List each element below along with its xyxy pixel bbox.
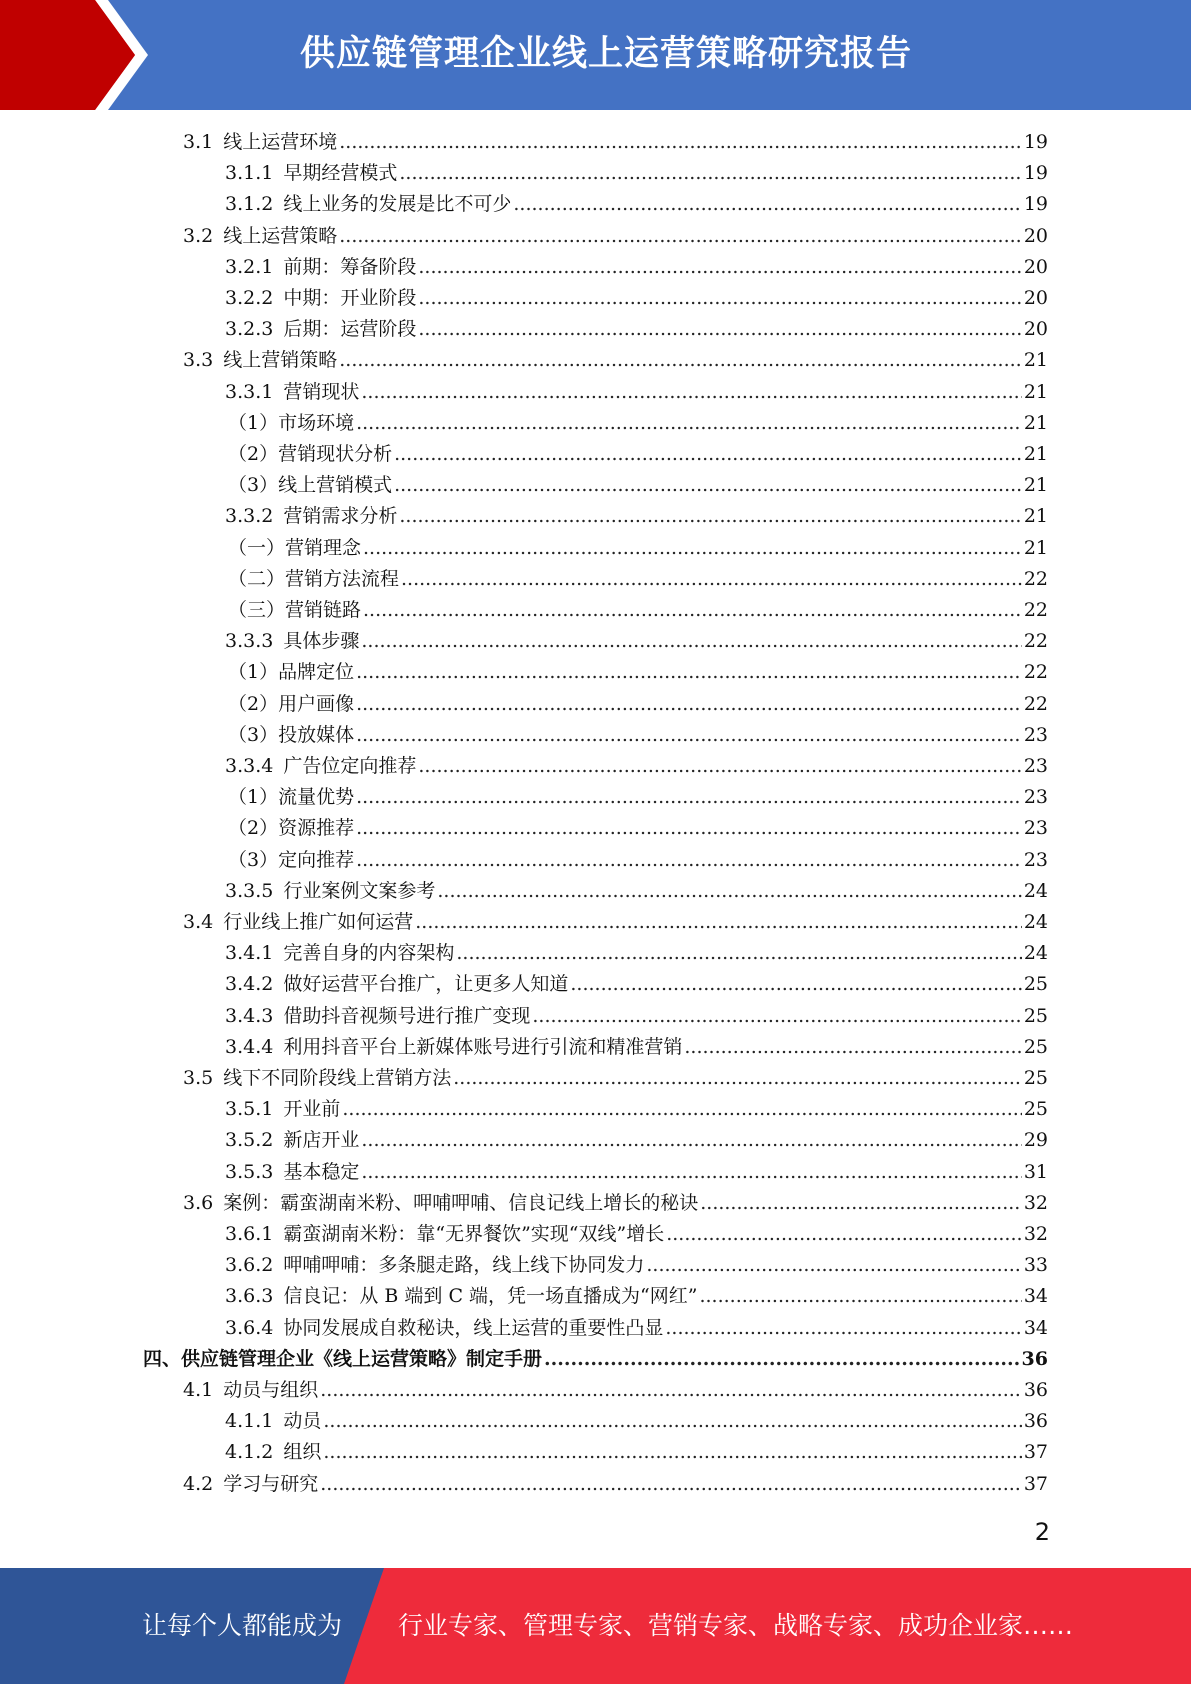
toc-entry[interactable] [225, 1157, 1048, 1188]
toc-entry[interactable] [225, 938, 1048, 969]
toc-entry[interactable] [225, 1437, 1048, 1468]
toc-entry-title: 学习与研究 [223, 1472, 319, 1495]
toc-dot-leader [356, 408, 1022, 439]
toc-entry-page: 25 [1023, 1098, 1048, 1121]
toc-entry[interactable] [228, 657, 1048, 688]
toc-dot-leader [363, 533, 1022, 564]
toc-dot-leader [356, 689, 1022, 720]
toc-entry-title: （1）市场环境 [228, 411, 355, 434]
toc-dot-leader [339, 221, 1022, 252]
toc-dot-leader [323, 1406, 1021, 1437]
toc-entry[interactable] [228, 813, 1048, 844]
toc-entry-title: 新店开业 [283, 1129, 360, 1152]
toc-dot-leader [339, 345, 1022, 376]
toc-entry-number: 3.5 [183, 1067, 214, 1089]
toc-dot-leader [399, 501, 1021, 532]
toc-entry[interactable] [225, 1250, 1048, 1281]
toc-entry-title: 四、供应链管理企业《线上运营策略》制定手册 [143, 1347, 543, 1370]
toc-entry-page: 36 [1021, 1347, 1048, 1370]
toc-entry[interactable] [183, 1469, 1048, 1500]
toc-entry[interactable] [225, 1125, 1048, 1156]
toc-entry[interactable] [228, 720, 1048, 751]
toc-entry-title: （三）营销链路 [228, 599, 362, 621]
toc-entry-number: 3.4.4 [225, 1035, 274, 1058]
toc-entry-page: 21 [1023, 443, 1048, 465]
toc-entry-title: 动员 [283, 1410, 322, 1433]
toc-dot-leader [532, 1001, 1021, 1032]
toc-entry-title: 信良记：从 B 端到 C 端，凭一场直播成为“网红” [283, 1285, 698, 1308]
footer-slogan-right: 行业专家、管理专家、营销专家、战略专家、成功企业家…… [398, 1611, 1074, 1640]
toc-entry-page: 21 [1023, 474, 1048, 497]
toc-entry-page: 25 [1023, 973, 1048, 996]
toc-entry-number: 3.6.2 [225, 1254, 274, 1277]
toc-entry-title: （1）品牌定位 [228, 661, 355, 684]
toc-entry-number: 3.1.2 [225, 193, 274, 216]
report-title: 供应链管理企业线上运营策略研究报告 [300, 34, 913, 74]
toc-entry[interactable] [183, 345, 1048, 376]
toc-entry-number: 4.1 [183, 1379, 214, 1401]
toc-entry[interactable] [228, 595, 1048, 626]
chevron-arrow-icon [0, 0, 160, 110]
toc-dot-leader [320, 1375, 1022, 1406]
toc-entry-number: 3.3.1 [225, 380, 274, 403]
toc-entry-page: 23 [1023, 786, 1048, 809]
toc-entry-page: 25 [1023, 1004, 1048, 1027]
toc-dot-leader [356, 845, 1022, 876]
toc-entry[interactable] [183, 907, 1048, 938]
toc-dot-leader [513, 189, 1021, 220]
toc-entry[interactable] [225, 1094, 1048, 1125]
toc-entry-number: 3.3.2 [225, 505, 274, 528]
toc-dot-leader [418, 751, 1021, 782]
toc-entry-number: 4.1.1 [225, 1410, 274, 1433]
toc-entry-number: 3.6.4 [225, 1316, 274, 1339]
toc-entry-title: （3）定向推荐 [228, 848, 355, 871]
toc-entry[interactable] [228, 782, 1048, 813]
toc-entry-title: 行业案例文案参考 [283, 879, 436, 902]
toc-entry-title: 后期：运营阶段 [283, 318, 417, 341]
toc-entry-title: 线上营销策略 [223, 349, 338, 372]
toc-dot-leader [418, 314, 1021, 345]
toc-entry-page: 24 [1023, 879, 1048, 902]
toc-entry[interactable] [225, 189, 1048, 220]
toc-entry-page: 37 [1023, 1472, 1048, 1495]
toc-entry-title: （2）资源推荐 [228, 817, 355, 840]
toc-entry-page: 33 [1023, 1254, 1048, 1277]
toc-entry-page: 23 [1023, 848, 1048, 871]
toc-entry-page: 23 [1023, 817, 1048, 840]
toc-entry-page: 21 [1023, 380, 1048, 403]
toc-entry-page: 34 [1023, 1316, 1048, 1339]
toc-dot-leader [415, 907, 1022, 938]
toc-entry[interactable] [183, 127, 1048, 158]
toc-entry-title: 利用抖音平台上新媒体账号进行引流和精准营销 [283, 1035, 683, 1058]
toc-entry-title: 完善自身的内容架构 [283, 942, 455, 965]
toc-entry-page: 21 [1023, 505, 1048, 528]
toc-entry-title: 基本稳定 [283, 1160, 360, 1183]
toc-entry-title: 早期经营模式 [283, 162, 398, 185]
toc-dot-leader [684, 1032, 1021, 1063]
toc-entry[interactable] [225, 314, 1048, 345]
toc-entry-title: 动员与组织 [223, 1379, 319, 1401]
toc-entry-title: （1）流量优势 [228, 786, 355, 809]
toc-entry-title: 具体步骤 [283, 630, 360, 653]
toc-entry[interactable] [225, 1001, 1048, 1032]
toc-dot-leader [646, 1250, 1021, 1281]
toc-entry-title: （2）用户画像 [228, 692, 355, 715]
toc-entry-page: 21 [1023, 349, 1048, 372]
toc-dot-leader [700, 1188, 1022, 1219]
toc-dot-leader [699, 1281, 1021, 1312]
toc-dot-leader [394, 470, 1022, 501]
toc-entry-page: 29 [1023, 1129, 1048, 1152]
toc-entry-title: （3）投放媒体 [228, 723, 355, 746]
toc-dot-leader [418, 252, 1021, 283]
toc-dot-leader [363, 595, 1022, 626]
footer-slogan-left: 让每个人都能成为 [142, 1611, 343, 1640]
toc-dot-leader [361, 1157, 1021, 1188]
toc-dot-leader [666, 1219, 1022, 1250]
toc-entry-page: 31 [1023, 1160, 1048, 1183]
toc-entry-number: 3.4.2 [225, 973, 274, 996]
toc-entry-title: 线上业务的发展是比不可少 [283, 193, 512, 216]
toc-entry-title: 霸蛮湖南米粉：靠“无界餐饮”实现“双线”增长 [283, 1223, 665, 1245]
toc-entry-number: 3.6 [183, 1191, 214, 1214]
toc-entry-title: 开业前 [283, 1098, 341, 1121]
toc-entry-page: 34 [1023, 1285, 1048, 1308]
toc-entry-number: 3.1.1 [225, 162, 274, 185]
toc-dot-leader [665, 1313, 1021, 1344]
toc-entry-page: 20 [1023, 318, 1048, 341]
toc-entry-page: 37 [1023, 1441, 1048, 1464]
toc-entry-number: 3.1 [183, 131, 214, 153]
toc-entry-page: 25 [1023, 1035, 1048, 1058]
toc-entry-number: 3.2.2 [225, 287, 274, 309]
toc-entry-number: 3.3 [183, 349, 214, 372]
toc-entry-title: 线上运营策略 [223, 224, 338, 247]
toc-entry[interactable] [183, 221, 1048, 252]
toc-entry-page: 25 [1023, 1067, 1048, 1089]
toc-entry[interactable] [225, 158, 1048, 189]
toc-entry-page: 22 [1023, 692, 1048, 715]
toc-entry[interactable] [225, 751, 1048, 782]
toc-entry[interactable] [228, 689, 1048, 720]
toc-dot-leader [361, 626, 1021, 657]
toc-entry-page: 23 [1023, 723, 1048, 746]
toc-dot-leader [356, 813, 1022, 844]
toc-entry[interactable] [225, 626, 1048, 657]
toc-dot-leader [456, 938, 1021, 969]
toc-entry[interactable] [225, 501, 1048, 532]
toc-entry-page: 19 [1023, 131, 1048, 153]
toc-entry-number: 3.2 [183, 224, 214, 247]
toc-entry[interactable] [143, 1344, 1048, 1375]
toc-dot-leader [342, 1094, 1021, 1125]
toc-entry[interactable] [228, 533, 1048, 564]
toc-entry-page: 20 [1023, 287, 1048, 309]
toc-entry-number: 3.5.3 [225, 1160, 274, 1183]
toc-dot-leader [544, 1344, 1020, 1375]
toc-entry[interactable] [228, 439, 1048, 470]
toc-entry-title: 前期：筹备阶段 [283, 255, 417, 278]
toc-entry-page: 23 [1023, 755, 1048, 777]
toc-entry[interactable] [228, 408, 1048, 439]
toc-entry-page: 32 [1023, 1223, 1048, 1245]
toc-entry-number: 3.3.4 [225, 755, 274, 777]
toc-entry-number: 3.6.1 [225, 1223, 274, 1245]
header-banner [0, 0, 1191, 110]
toc-entry-title: 营销现状 [283, 380, 360, 403]
toc-entry-title: 线下不同阶段线上营销方法 [223, 1067, 452, 1089]
toc-entry[interactable] [225, 1032, 1048, 1063]
toc-entry[interactable] [228, 845, 1048, 876]
footer-banner [0, 1568, 1191, 1684]
toc-entry-page: 21 [1023, 411, 1048, 434]
toc-entry[interactable] [225, 1281, 1048, 1312]
toc-entry-page: 24 [1023, 942, 1048, 965]
toc-dot-leader [323, 1437, 1021, 1468]
toc-dot-leader [339, 127, 1022, 158]
toc-entry-page: 19 [1023, 193, 1048, 216]
toc-entry-number: 4.1.2 [225, 1441, 274, 1464]
toc-entry-page: 36 [1023, 1410, 1048, 1433]
toc-entry-title: （2）营销现状分析 [228, 443, 393, 465]
toc-entry-title: 组织 [283, 1441, 322, 1464]
toc-entry-number: 3.2.3 [225, 318, 274, 341]
toc-entry-number: 3.4.3 [225, 1004, 274, 1027]
toc-entry[interactable] [225, 969, 1048, 1000]
toc-dot-leader [356, 782, 1022, 813]
toc-entry-title: 广告位定向推荐 [283, 755, 417, 777]
toc-entry-number: 3.2.1 [225, 255, 274, 278]
toc-entry[interactable] [225, 1406, 1048, 1437]
toc-entry-page: 22 [1023, 567, 1048, 590]
toc-entry-title: 中期：开业阶段 [283, 287, 417, 309]
toc-entry[interactable] [225, 252, 1048, 283]
toc-entry-title: 呷哺呷哺：多条腿走路，线上线下协同发力 [283, 1254, 645, 1277]
toc-dot-leader [570, 969, 1021, 1000]
toc-entry-title: （3）线上营销模式 [228, 474, 393, 497]
toc-dot-leader [356, 720, 1022, 751]
toc-entry-title: （二）营销方法流程 [228, 567, 400, 590]
toc-entry-number: 3.5.1 [225, 1098, 274, 1121]
toc-dot-leader [320, 1469, 1022, 1500]
toc-dot-leader [418, 283, 1021, 314]
toc-entry[interactable] [228, 564, 1048, 595]
toc-entry-page: 22 [1023, 630, 1048, 653]
page-number: 2 [1034, 1518, 1050, 1546]
toc-entry[interactable] [183, 1375, 1048, 1406]
toc-entry-page: 20 [1023, 255, 1048, 278]
toc-dot-leader [361, 1125, 1021, 1156]
toc-entry-title: 线上运营环境 [223, 131, 338, 153]
toc-entry-page: 21 [1023, 536, 1048, 559]
toc-entry-number: 3.5.2 [225, 1129, 274, 1152]
toc-entry[interactable] [225, 1313, 1048, 1344]
toc-dot-leader [356, 657, 1022, 688]
toc-entry-number: 3.4 [183, 911, 214, 933]
toc-entry-number: 3.6.3 [225, 1285, 274, 1308]
toc-entry-title: 案例：霸蛮湖南米粉、呷哺呷哺、信良记线上增长的秘诀 [223, 1191, 699, 1214]
toc-entry-number: 4.2 [183, 1472, 214, 1495]
toc-entry-title: 借助抖音视频号进行推广变现 [283, 1004, 531, 1027]
toc-entry-page: 32 [1023, 1191, 1048, 1214]
toc-entry-title: 行业线上推广如何运营 [223, 911, 414, 933]
toc-entry-page: 24 [1023, 911, 1048, 933]
toc-entry-number: 3.4.1 [225, 942, 274, 965]
toc-dot-leader [361, 377, 1021, 408]
toc-entry[interactable] [225, 377, 1048, 408]
toc-entry-title: 协同发展成自救秘诀，线上运营的重要性凸显 [283, 1316, 664, 1339]
toc-entry[interactable] [183, 1063, 1048, 1094]
toc-dot-leader [394, 439, 1022, 470]
toc-entry-number: 3.3.3 [225, 630, 274, 653]
toc-entry-page: 22 [1023, 599, 1048, 621]
toc-dot-leader [399, 158, 1021, 189]
toc-entry-number: 3.3.5 [225, 879, 274, 902]
toc-entry[interactable] [225, 876, 1048, 907]
toc-dot-leader [453, 1063, 1022, 1094]
toc-dot-leader [437, 876, 1021, 907]
toc-entry-page: 19 [1023, 162, 1048, 185]
toc-entry-page: 22 [1023, 661, 1048, 684]
toc-entry-title: 做好运营平台推广，让更多人知道 [283, 973, 569, 996]
toc-entry[interactable] [228, 470, 1048, 501]
toc-entry-page: 36 [1023, 1379, 1048, 1401]
toc-entry[interactable] [183, 1188, 1048, 1219]
toc-entry[interactable] [225, 1219, 1048, 1250]
toc-entry-title: （一）营销理念 [228, 536, 362, 559]
toc-entry-title: 营销需求分析 [283, 505, 398, 528]
toc-entry-page: 20 [1023, 224, 1048, 247]
toc-dot-leader [401, 564, 1022, 595]
toc-entry[interactable] [225, 283, 1048, 314]
